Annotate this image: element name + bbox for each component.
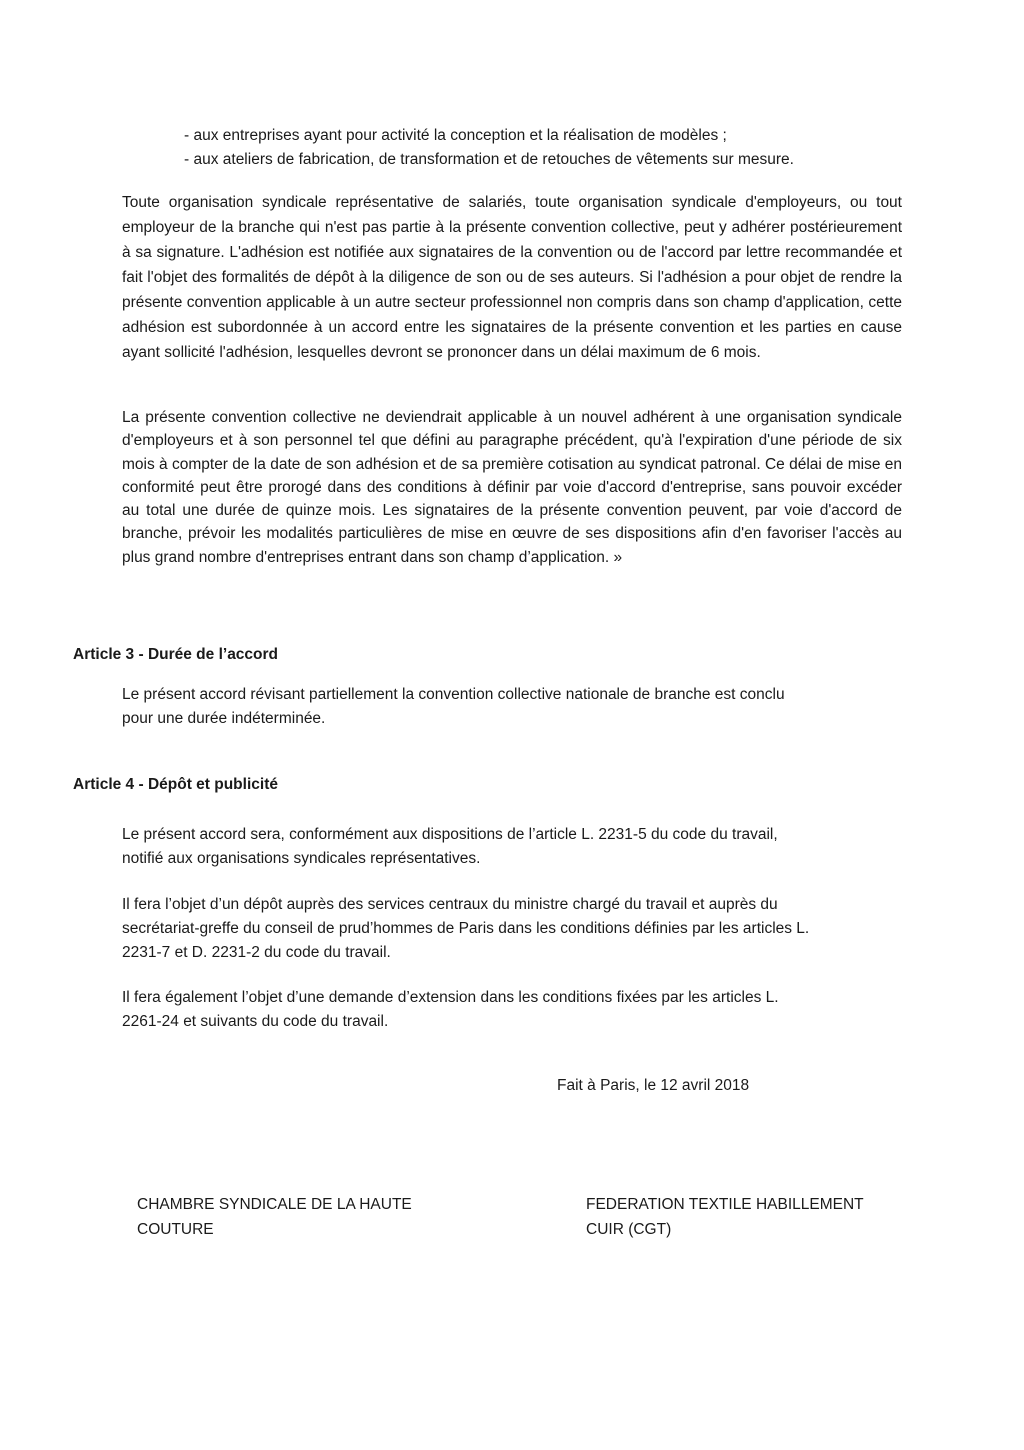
article-4-heading: Article 4 - Dépôt et publicité — [73, 776, 278, 793]
text-line: Il fera également l’objet d’une demande d’extension dans les conditions fixées par les articles L. — [122, 989, 779, 1006]
signatory-line: CHAMBRE SYNDICALE DE LA HAUTE — [137, 1196, 412, 1213]
paragraph-application: La présente convention collective ne deviendrait applicable à un nouvel adhérent à une organisation syndicale d'employeurs et à son personnel tel que défini au paragraphe précédent, qu'à l'expiration d'une période de six mois à compter de la date de son adhésion et de sa première cotisation au syndicat patronal. Ce délai de mise en conformité peut être prorogé dans des conditions à définir par voie d'accord d'entreprise, sans pouvoir excéder au total une durée de quinze mois. Les signataires de la présente convention peuvent, par voie d'accord de branche, prévoir les modalités particulières de mise en œuvre de ses dispositions afin d'en favoriser l'accès au plus grand nombre d'entreprises entrant dans son champ d’application. » — [122, 409, 902, 566]
article-3-body — [122, 683, 902, 731]
text-line: Le présent accord sera, conformément aux dispositions de l’article L. 2231-5 du code du travail, — [122, 826, 778, 843]
text-line: notifié aux organisations syndicales représentatives. — [122, 850, 481, 867]
article-4-notification — [122, 823, 902, 871]
text-line: Il fera l’objet d’un dépôt auprès des services centraux du ministre chargé du travail et auprès du — [122, 896, 778, 913]
list-item: - aux entreprises ayant pour activité la conception et la réalisation de modèles ; — [184, 127, 727, 144]
text-line: Le présent accord révisant partiellement la convention collective nationale de branche est conclu — [122, 686, 785, 703]
text-line: 2231-7 et D. 2231-2 du code du travail. — [122, 944, 391, 961]
paragraph-adhesion: Toute organisation syndicale représentative de salariés, toute organisation syndicale d'employeurs, ou tout employeur de la branche qui n'est pas partie à la présente convention collective, peut y adhérer postérieurement à sa signature. L'adhésion est notifiée aux signataires de la convention ou de l'accord par lettre recommandée et fait l'objet des formalités de dépôt à la diligence de son ou de ses auteurs. Si l'adhésion a pour objet de rendre la présente convention applicable à un autre secteur professionnel non compris dans son champ d'application, cette adhésion est subordonnée à un accord entre les signataires de la présente convention et les parties en cause ayant sollicité l'adhésion, lesquelles devront se prononcer dans un délai maximum de 6 mois. — [122, 194, 902, 361]
text-line: secrétariat-greffe du conseil de prud’hommes de Paris dans les conditions définies par les articles L. — [122, 920, 810, 937]
signatory-line: COUTURE — [137, 1221, 214, 1238]
text-line: pour une durée indéterminée. — [122, 710, 326, 727]
article-4-extension — [122, 986, 902, 1034]
place-date: Fait à Paris, le 12 avril 2018 — [557, 1077, 750, 1094]
signatory-left — [137, 1192, 437, 1242]
list-item: - aux ateliers de fabrication, de transformation et de retouches de vêtements sur mesure. — [184, 151, 794, 168]
signatory-line: FEDERATION TEXTILE HABILLEMENT — [586, 1196, 864, 1213]
text-line: 2261-24 et suivants du code du travail. — [122, 1013, 389, 1030]
signatory-line: CUIR (CGT) — [586, 1221, 672, 1238]
signatory-right — [586, 1192, 886, 1242]
article-4-deposit — [122, 893, 902, 965]
article-3-heading: Article 3 - Durée de l’accord — [73, 646, 279, 663]
scope-list — [184, 124, 794, 172]
